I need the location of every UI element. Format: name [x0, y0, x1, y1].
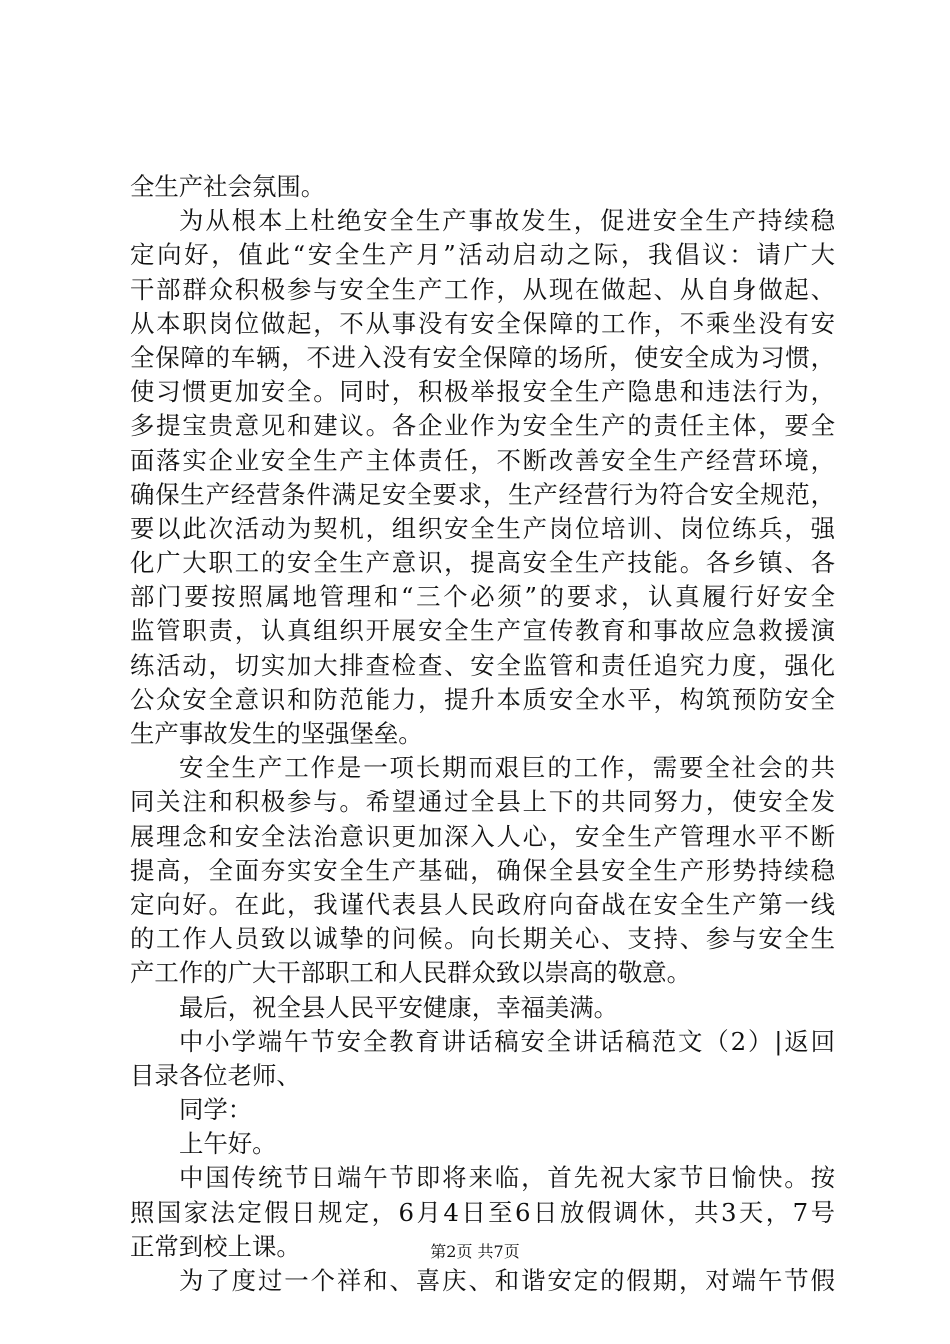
text-line: 部门要按照属地管理和“三个必须”的要求，认真履行好安全 [130, 582, 835, 612]
text-line: 产工作的广大干部职工和人民群众致以崇高的敬意。 [130, 958, 691, 988]
text-line: 从本职岗位做起，不从事没有安全保障的工作，不乘坐没有安 [130, 308, 835, 338]
text-line: 确保生产经营条件满足安全要求，生产经营行为符合安全规范， [130, 479, 835, 509]
text-line: 正常到校上课。 [130, 1231, 301, 1261]
page-footer: 第2页 共7页 [430, 1242, 520, 1261]
text-line: 中国传统节日端午节即将来临，首先祝大家节日愉快。按 [179, 1163, 835, 1193]
text-line: 展理念和安全法治意识更加深入人心，安全生产管理水平不断 [130, 821, 835, 851]
text-line: 练活动，切实加大排查检查、安全监管和责任追究力度，强化 [130, 650, 835, 680]
text-line: 为从根本上杜绝安全生产事故发生，促进安全生产持续稳 [179, 206, 835, 236]
text-line: 要以此次活动为契机，组织安全生产岗位培训、岗位练兵，强 [130, 513, 835, 543]
text-line: 面落实企业安全生产主体责任，不断改善安全生产经营环境， [130, 445, 835, 475]
text-line: 中小学端午节安全教育讲话稿安全讲话稿范文（2）|返回 [179, 1026, 835, 1056]
text-line: 提高，全面夯实安全生产基础，确保全县安全生产形势持续稳 [130, 855, 835, 885]
text-line: 全保障的车辆，不进入没有安全保障的场所，使安全成为习惯， [130, 342, 835, 372]
text-line: 干部群众积极参与安全生产工作，从现在做起、从自身做起、 [130, 274, 835, 304]
text-line: 上午好。 [179, 1129, 277, 1159]
text-line: 多提宝贵意见和建议。各企业作为安全生产的责任主体，要全 [130, 411, 835, 441]
text-line: 照国家法定假日规定，6月4日至6日放假调休，共3天，7号 [130, 1197, 835, 1227]
text-line: 定向好，值此“安全生产月”活动启动之际，我倡议：请广大 [130, 240, 835, 270]
text-line: 化广大职工的安全生产意识，提高安全生产技能。各乡镇、各 [130, 548, 835, 578]
text-line: 同学： [179, 1095, 253, 1125]
text-line: 公众安全意识和防范能力，提升本质安全水平，构筑预防安全 [130, 684, 835, 714]
text-line: 生产事故发生的坚强堡垒。 [130, 719, 423, 748]
text-line: 最后，祝全县人民平安健康，幸福美满。 [179, 992, 619, 1022]
text-line: 的工作人员致以诚挚的问候。向长期关心、支持、参与安全生 [130, 924, 835, 954]
text-line: 同关注和积极参与。希望通过全县上下的共同努力，使安全发 [130, 787, 835, 817]
text-line: 目录各位老师、 [130, 1060, 301, 1090]
text-line: 定向好。在此，我谨代表县人民政府向奋战在安全生产第一线 [130, 889, 835, 919]
document-body [130, 170, 835, 1298]
text-line: 使习惯更加安全。同时，积极举报安全生产隐患和违法行为， [130, 377, 835, 407]
text-line: 为了度过一个祥和、喜庆、和谐安定的假期，对端午节假 [179, 1266, 835, 1295]
text-line: 安全生产工作是一项长期而艰巨的工作，需要全社会的共 [179, 753, 835, 783]
text-line: 全生产社会氛围。 [130, 172, 326, 201]
text-line: 监管职责，认真组织开展安全生产宣传教育和事故应急救援演 [130, 616, 835, 646]
